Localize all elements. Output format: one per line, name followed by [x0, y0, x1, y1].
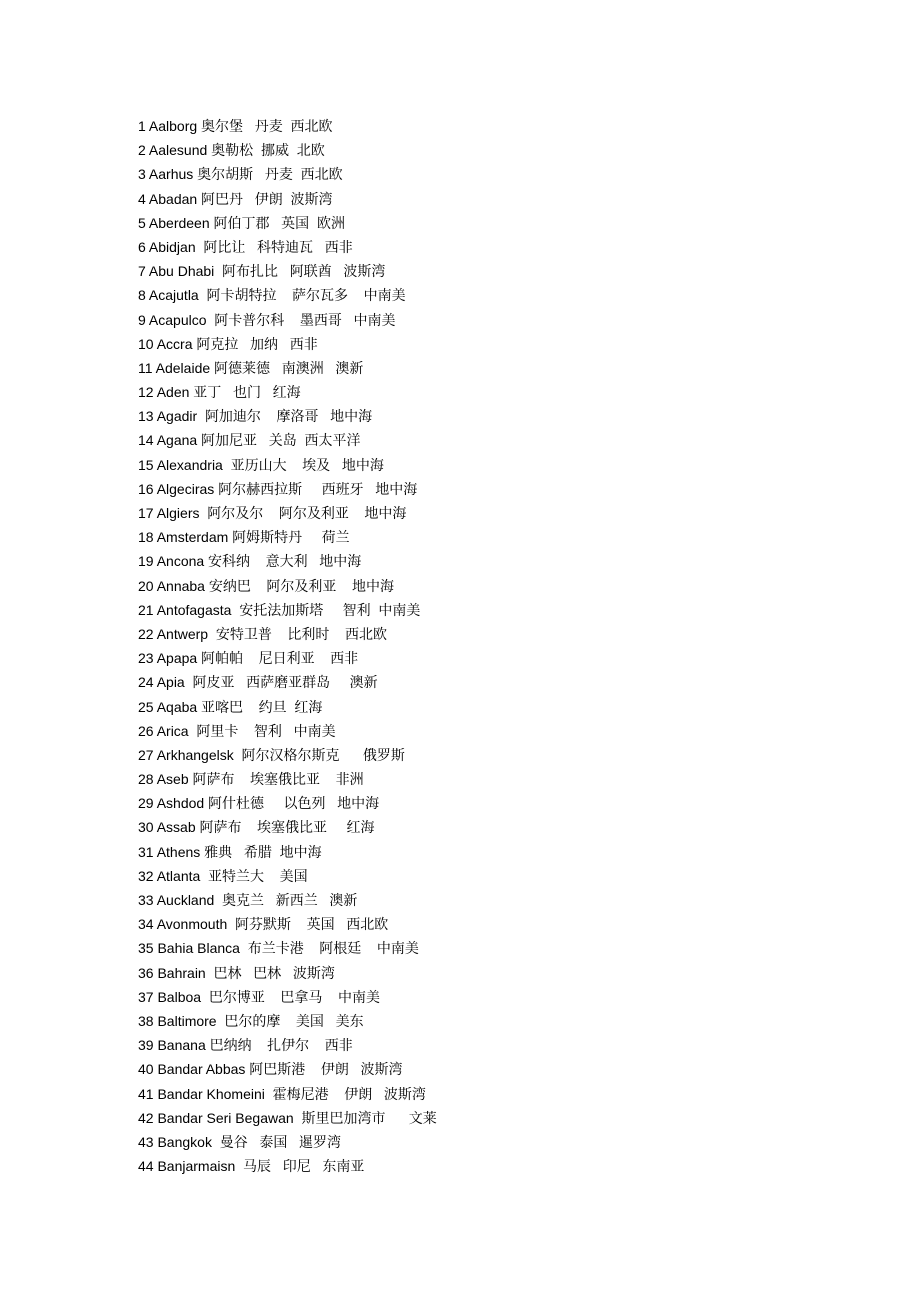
port-entry: 22 Antwerp 安特卫普 比利时 西北欧	[138, 625, 387, 642]
port-entry: 28 Aseb 阿萨布 埃塞俄比亚 非洲	[138, 771, 364, 788]
port-entry: 35 Bahia Blanca 布兰卡港 阿根廷 中南美	[138, 940, 419, 957]
port-entry: 33 Auckland 奥克兰 新西兰 澳新	[138, 892, 358, 908]
port-entry: 30 Assab 阿萨布 埃塞俄比亚 红海	[138, 819, 375, 836]
port-entry: 36 Bahrain 巴林 巴林 波斯湾	[138, 964, 335, 981]
port-entry: 10 Accra 阿克拉 加纳 西非	[138, 335, 318, 352]
port-entry: 1 Aalborg 奥尔堡 丹麦 西北欧	[138, 118, 333, 134]
port-entry: 44 Banjarmaisn 马辰 印尼 东南亚	[138, 1158, 365, 1175]
port-entry: 37 Balboa 巴尔博亚 巴拿马 中南美	[138, 988, 380, 1005]
port-entry: 41 Bandar Khomeini 霍梅尼港 伊朗 波斯湾	[138, 1085, 426, 1102]
port-entry: 29 Ashdod 阿什杜德 以色列 地中海	[138, 795, 380, 812]
port-entry: 40 Bandar Abbas 阿巴斯港 伊朗 波斯湾	[138, 1061, 403, 1078]
port-entry: 7 Abu Dhabi 阿布扎比 阿联酋 波斯湾	[138, 263, 386, 280]
port-entry: 39 Banana 巴纳纳 扎伊尔 西非	[138, 1037, 353, 1054]
port-entry: 17 Algiers 阿尔及尔 阿尔及利亚 地中海	[138, 505, 407, 521]
port-entry: 25 Aqaba 亚喀巴 约旦 红海	[138, 698, 323, 715]
port-entry: 12 Aden 亚丁 也门 红海	[138, 384, 301, 401]
port-entry: 42 Bandar Seri Begawan 斯里巴加湾市 文莱	[138, 1109, 437, 1126]
port-entry: 5 Aberdeen 阿伯丁郡 英国 欧洲	[138, 214, 345, 231]
port-entry: 27 Arkhangelsk 阿尔汉格尔斯克 俄罗斯	[138, 746, 405, 763]
port-entry: 26 Arica 阿里卡 智利 中南美	[138, 722, 336, 739]
port-entry: 21 Antofagasta 安托法加斯塔 智利 中南美	[138, 601, 421, 618]
port-entry: 6 Abidjan 阿比让 科特迪瓦 西非	[138, 238, 353, 255]
port-entry: 32 Atlanta 亚特兰大 美国	[138, 867, 308, 884]
port-entry: 4 Abadan 阿巴丹 伊朗 波斯湾	[138, 190, 333, 207]
port-entry: 20 Annaba 安纳巴 阿尔及利亚 地中海	[138, 577, 394, 594]
port-list	[138, 114, 437, 1178]
port-entry: 19 Ancona 安科纳 意大利 地中海	[138, 553, 362, 570]
port-entry: 14 Agana 阿加尼亚 关岛 西太平洋	[138, 432, 361, 449]
port-entry: 15 Alexandria 亚历山大 埃及 地中海	[138, 456, 384, 473]
port-entry: 8 Acajutla 阿卡胡特拉 萨尔瓦多 中南美	[138, 287, 406, 304]
port-entry: 34 Avonmouth 阿芬默斯 英国 西北欧	[138, 916, 389, 933]
port-entry: 3 Aarhus 奥尔胡斯 丹麦 西北欧	[138, 166, 343, 183]
port-entry: 23 Apapa 阿帕帕 尼日利亚 西非	[138, 650, 359, 667]
port-entry: 9 Acapulco 阿卡普尔科 墨西哥 中南美	[138, 311, 396, 328]
port-entry: 11 Adelaide 阿德莱德 南澳洲 澳新	[138, 359, 364, 376]
port-entry: 2 Aalesund 奥勒松 挪威 北欧	[138, 142, 325, 159]
port-entry: 16 Algeciras 阿尔赫西拉斯 西班牙 地中海	[138, 480, 418, 497]
port-entry: 18 Amsterdam 阿姆斯特丹 荷兰	[138, 529, 350, 546]
port-entry: 13 Agadir 阿加迪尔 摩洛哥 地中海	[138, 408, 373, 425]
port-entry: 43 Bangkok 曼谷 泰国 暹罗湾	[138, 1133, 342, 1150]
port-entry: 31 Athens 雅典 希腊 地中海	[138, 843, 322, 860]
port-entry: 38 Baltimore 巴尔的摩 美国 美东	[138, 1012, 364, 1029]
port-entry: 24 Apia 阿皮亚 西萨磨亚群岛 澳新	[138, 674, 378, 691]
